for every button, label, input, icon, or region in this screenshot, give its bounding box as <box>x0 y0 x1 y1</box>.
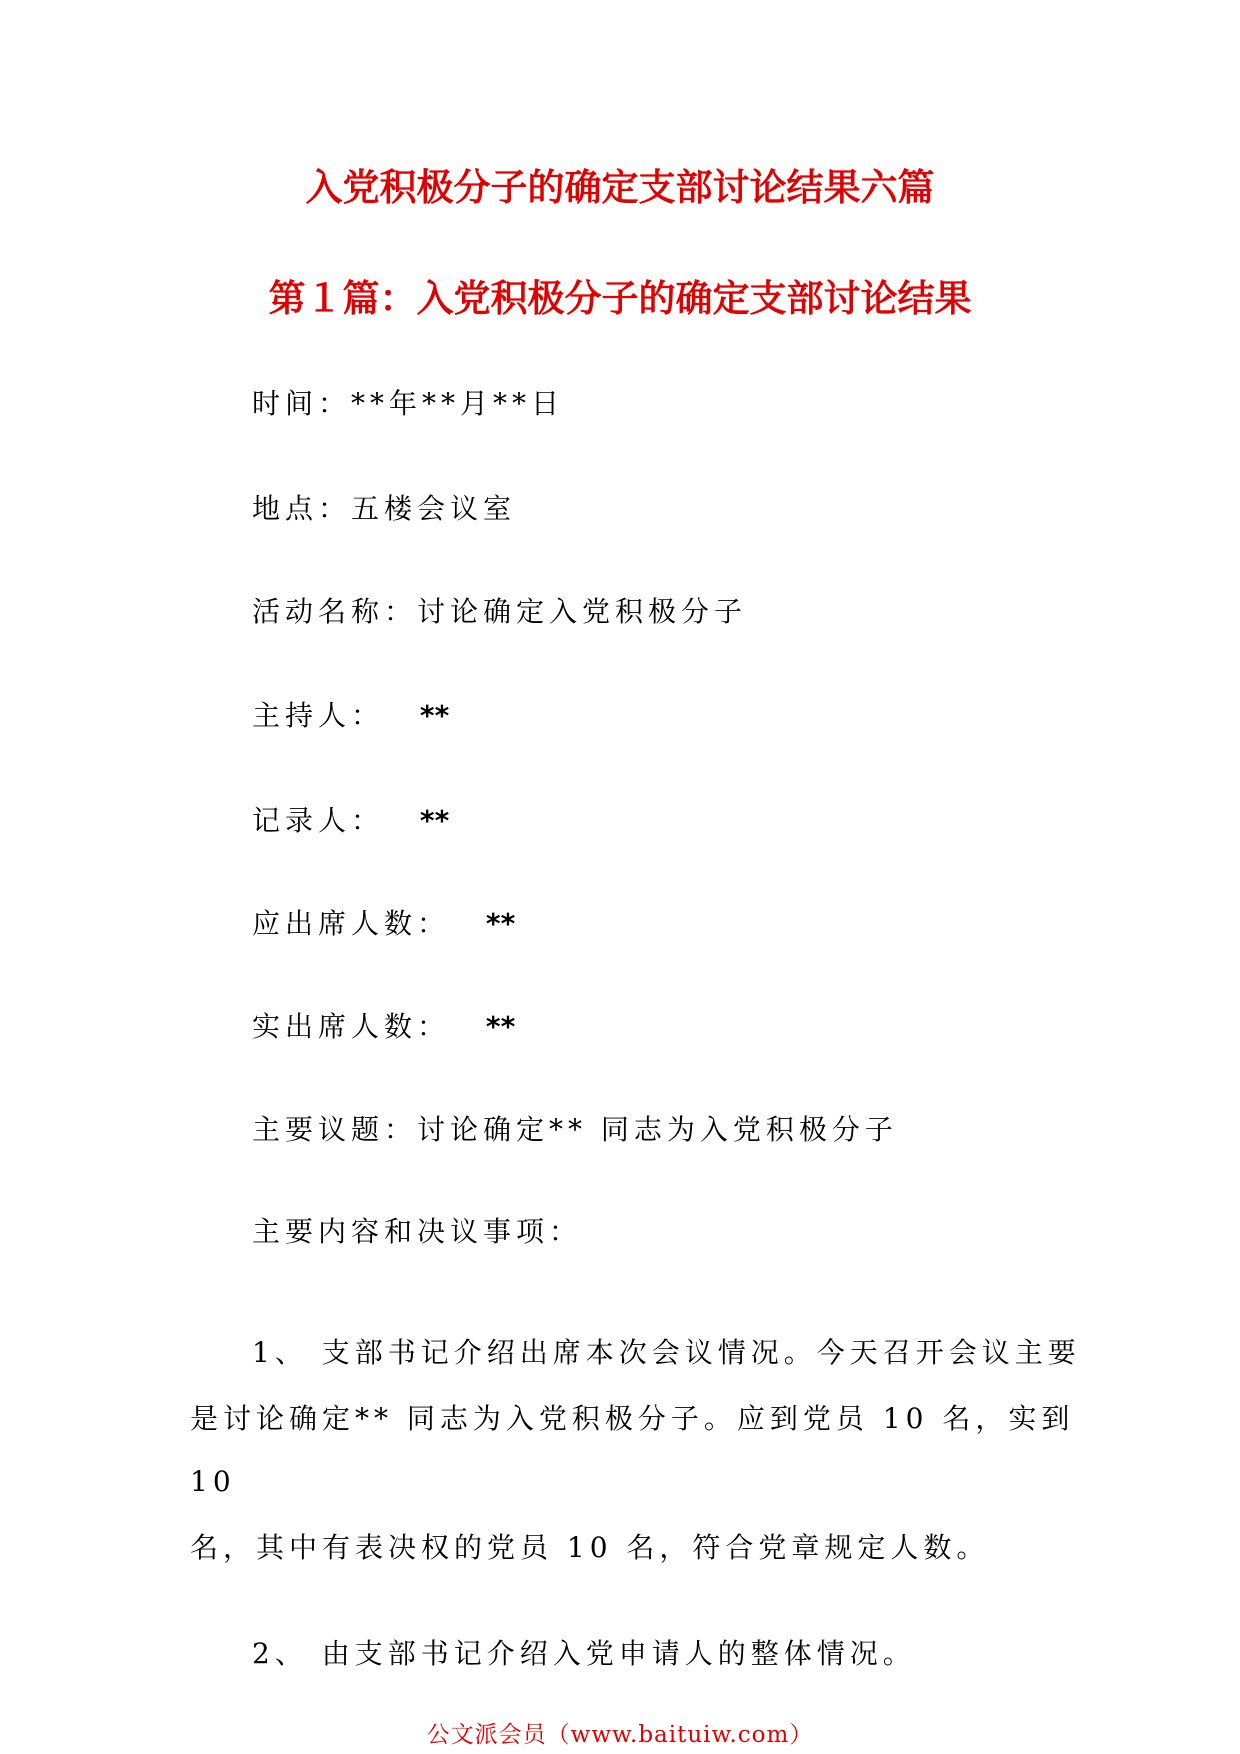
activity-field: 活动名称：讨论确定入党积极分子 <box>252 595 748 628</box>
expected-attendance-field <box>252 907 516 940</box>
actual-attendance-value: ** <box>485 1010 516 1043</box>
expected-attendance-value: ** <box>485 907 516 940</box>
expected-attendance-label: 应出席人数： <box>252 907 451 940</box>
item-2-line-1: 2、 由支部书记介绍入党申请人的整体情况。 <box>252 1637 916 1670</box>
host-value: ** <box>419 699 450 732</box>
host-label: 主持人： <box>252 699 385 732</box>
item-1-line-1: 1、 支部书记介绍出席本次会议情况。今天召开会议主要 <box>252 1336 1081 1369</box>
recorder-field <box>252 804 450 837</box>
content-heading: 主要内容和决议事项： <box>252 1215 583 1248</box>
host-field <box>252 699 450 732</box>
footer-watermark: 公文派会员（www.baituiw.com） <box>426 1722 814 1748</box>
item-1-line-2: 是讨论确定** 同志为入党积极分子。应到党员 10 名，实到 <box>190 1402 1075 1435</box>
item-1-line-3: 10 <box>190 1465 236 1498</box>
document-title: 入党积极分子的确定支部讨论结果六篇 <box>305 165 935 209</box>
topic-field: 主要议题：讨论确定** 同志为入党积极分子 <box>252 1113 898 1146</box>
section-title: 第１篇：入党积极分子的确定支部讨论结果 <box>268 276 972 320</box>
place-field: 地点：五楼会议室 <box>252 492 517 525</box>
recorder-value: ** <box>419 804 450 837</box>
item-1-line-4: 名，其中有表决权的党员 10 名，符合党章规定人数。 <box>190 1531 990 1564</box>
recorder-label: 记录人： <box>252 804 385 837</box>
actual-attendance-field <box>252 1010 516 1043</box>
actual-attendance-label: 实出席人数： <box>252 1010 451 1043</box>
time-field: 时间：**年**月**日 <box>252 387 565 420</box>
